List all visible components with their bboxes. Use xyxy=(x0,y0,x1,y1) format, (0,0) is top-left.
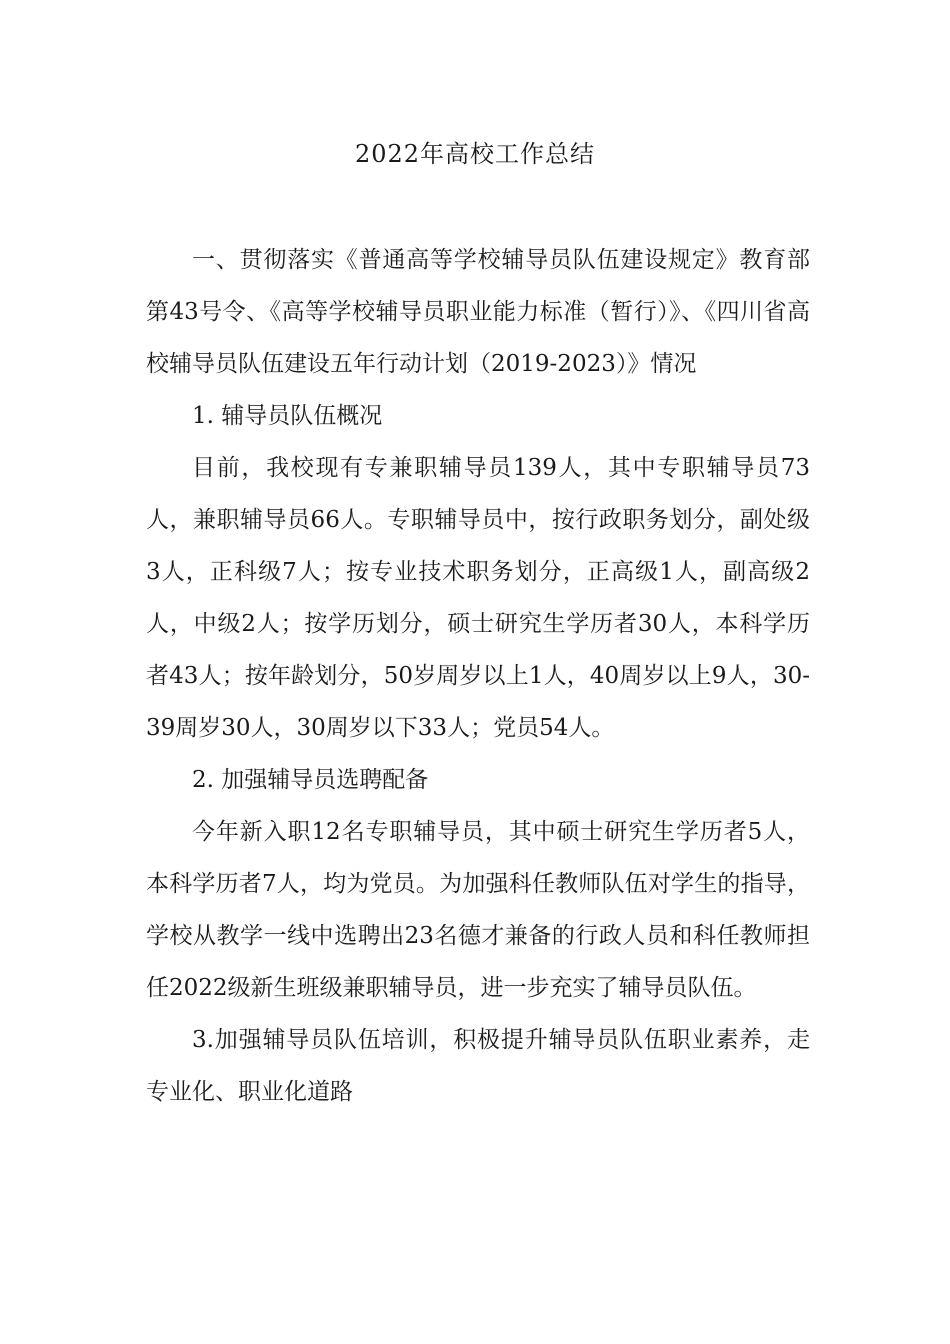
document-body xyxy=(146,234,810,1118)
subsection-heading-2: 2. 加强辅导员选聘配备 xyxy=(192,767,429,793)
paragraph-counselor-overview: 目前，我校现有专兼职辅导员139人，其中专职辅导员73人，兼职辅导员66人。专职辅导员中，按行政职务划分，副处级3人，正科级7人；按专业技术职务划分，正高级1人，副高级2人，中级2人；按学历划分，硕士研究生学历者30人，本科学历者43人；按年龄划分，50岁周岁以上1人，40周岁以上9人，30-39周岁30人，30周岁以下33人；党员54人。 xyxy=(146,455,810,741)
section-heading-1: 一、贯彻落实《普通高等学校辅导员队伍建设规定》教育部第43号令、《高等学校辅导员职业能力标准（暂行）》、《四川省高校辅导员队伍建设五年行动计划（2019-2023）》情况 xyxy=(146,247,810,377)
subsection-heading-1: 1. 辅导员队伍概况 xyxy=(192,403,383,429)
paragraph-recruitment: 今年新入职12名专职辅导员，其中硕士研究生学历者5人，本科学历者7人，均为党员。为加强科任教师队伍对学生的指导，学校从教学一线中选聘出23名德才兼备的行政人员和科任教师担任2022级新生班级兼职辅导员，进一步充实了辅导员队伍。 xyxy=(146,819,810,1001)
document-title: 2022年高校工作总结 xyxy=(354,140,596,168)
subsection-heading-3: 3.加强辅导员队伍培训，积极提升辅导员队伍职业素养，走专业化、职业化道路 xyxy=(146,1027,810,1105)
